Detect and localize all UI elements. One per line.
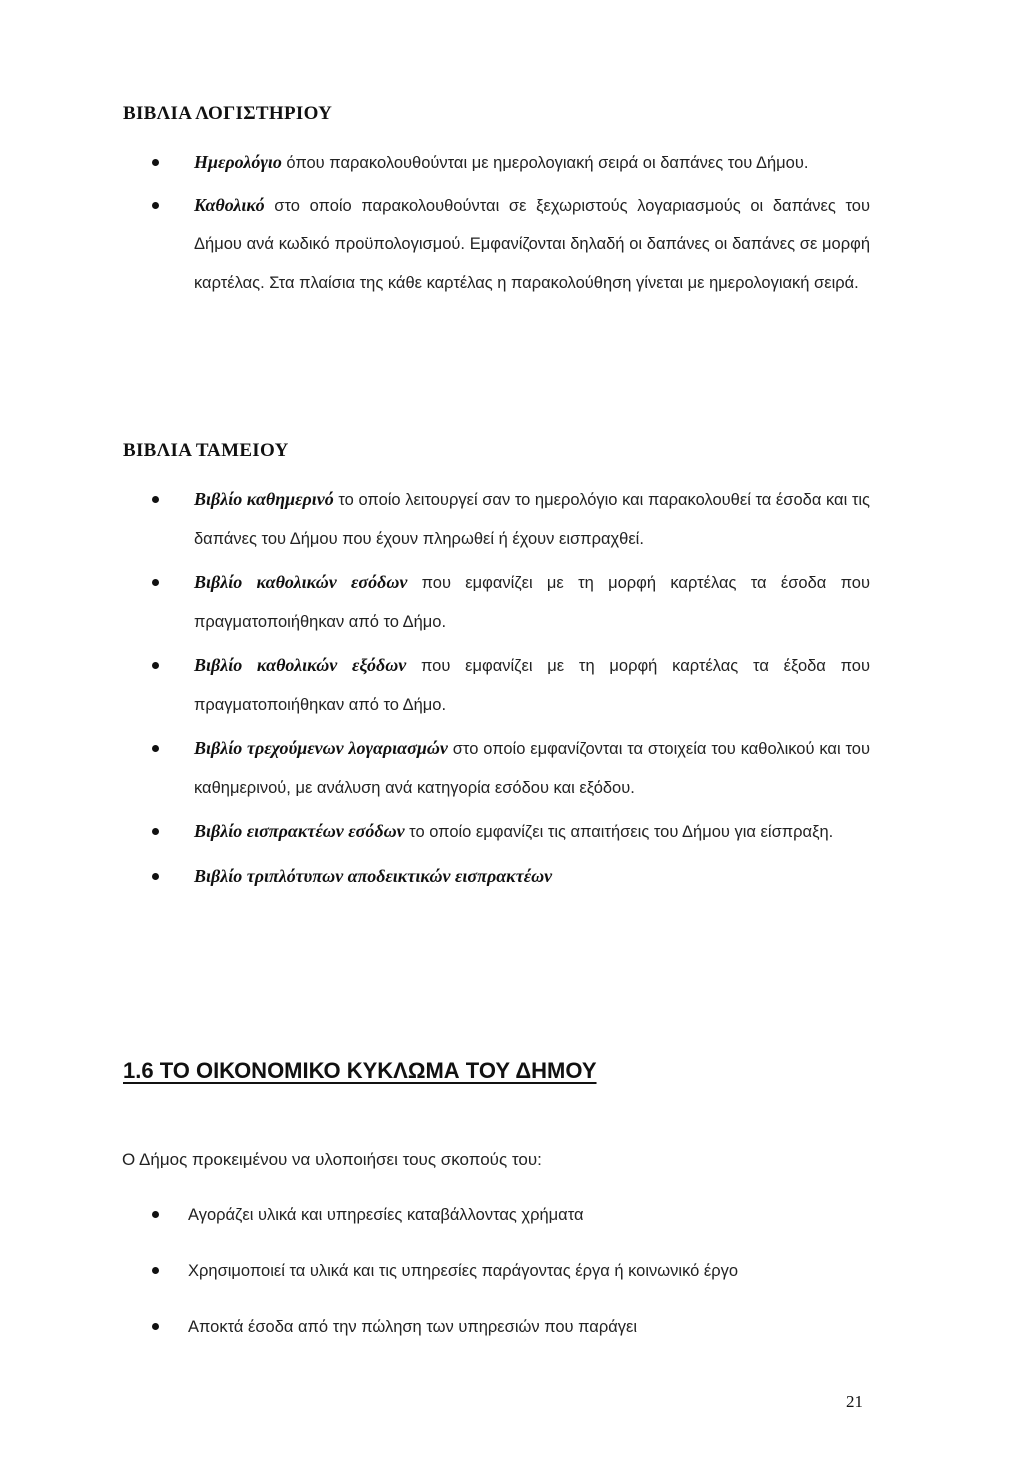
book-term: Καθολικό xyxy=(194,194,265,215)
municipality-activities-list xyxy=(152,1196,892,1358)
bullet-icon xyxy=(152,828,159,835)
chapter-intro: Ο Δήμος προκειμένου να υλοποιήσει τους σκοπούς του: xyxy=(122,1150,542,1169)
bullet-icon xyxy=(152,579,159,586)
book-description: που εμφανίζει με τη μορφή καρτέλας τα έσοδα που πραγματοποιήθηκαν από το Δήμο. xyxy=(194,574,870,631)
chapter-heading: 1.6 ΤΟ ΟΙΚΟΝΟΜΙΚΟ ΚΥΚΛΩΜΑ ΤΟΥ ΔΗΜΟΥ xyxy=(123,1058,597,1083)
bullet-icon xyxy=(152,745,159,752)
list-item xyxy=(152,646,870,724)
bullet-icon xyxy=(152,1211,159,1218)
activity-text: Αποκτά έσοδα από την πώληση των υπηρεσιών που παράγει xyxy=(188,1318,638,1336)
book-term: Βιβλίο καθημερινό xyxy=(194,489,334,509)
book-term: Βιβλίο τριπλότυπων αποδεικτικών εισπρακτέων xyxy=(194,865,553,886)
list-item xyxy=(152,563,870,641)
list-item xyxy=(152,1196,892,1246)
list-item xyxy=(152,186,870,303)
activity-text: Χρησιμοποιεί τα υλικά και τις υπηρεσίες παράγοντας έργα ή κοινωνικό έργο xyxy=(188,1262,739,1280)
book-description: στο οποίο παρακολουθούνται σε ξεχωριστούς λογαριασμούς οι δαπάνες του Δήμου ανά κωδικό προϋπολογισμού. Εμφανίζονται δηλαδή οι δαπάνες οι δαπάνες σε μορφή καρτέλας. Στα πλαίσια της κάθε καρτέλας η παρακολούθηση γίνεται με ημερολογιακή σειρά. xyxy=(194,196,870,292)
list-item xyxy=(152,143,870,183)
bullet-icon xyxy=(152,202,159,209)
book-description: το οποίο εμφανίζει τις απαιτήσεις του Δήμου για είσπραξη. xyxy=(404,823,834,841)
bullet-icon xyxy=(152,159,159,166)
book-term: Βιβλίο καθολικών εσόδων xyxy=(194,572,408,592)
list-item xyxy=(152,480,870,558)
book-description: που εμφανίζει με τη μορφή καρτέλας τα έξοδα που πραγματοποιήθηκαν από το Δήμο. xyxy=(194,657,870,714)
book-term: Βιβλίο καθολικών εξόδων xyxy=(194,655,407,675)
section-title-accounting: ΒΙΒΛΙΑ ΛΟΓΙΣΤΗΡΙΟΥ xyxy=(123,103,333,124)
bullet-icon xyxy=(152,496,159,503)
treasury-books-list xyxy=(152,480,870,896)
page-number: 21 xyxy=(846,1392,863,1411)
book-term: Βιβλίο τρεχούμενων λογαριασμών xyxy=(194,738,448,758)
bullet-icon xyxy=(152,662,159,669)
list-item xyxy=(152,812,870,852)
book-description: το οποίο λειτουργεί σαν το ημερολόγιο και παρακολουθεί τα έσοδα και τις δαπάνες του Δήμου που έχουν πληρωθεί ή έχουν εισπραχθεί. xyxy=(194,491,870,548)
bullet-icon xyxy=(152,1323,159,1330)
bullet-icon xyxy=(152,1267,159,1274)
list-item xyxy=(152,857,870,897)
list-item xyxy=(152,729,870,807)
section-title-treasury: ΒΙΒΛΙΑ ΤΑΜΕΙΟΥ xyxy=(123,440,289,461)
book-description: όπου παρακολουθούνται με ημερολογιακή σειρά οι δαπάνες του Δήμου. xyxy=(281,154,809,172)
book-description: στο οποίο εμφανίζονται τα στοιχεία του καθολικού και του καθημερινού, με ανάλυση ανά κατηγορία εσόδου και εξόδου. xyxy=(194,740,870,797)
activity-text: Αγοράζει υλικά και υπηρεσίες καταβάλλοντας χρήματα xyxy=(188,1206,584,1224)
book-term: Ημερολόγιο xyxy=(194,152,282,172)
book-term: Βιβλίο εισπρακτέων εσόδων xyxy=(194,821,405,841)
accounting-books-list xyxy=(152,143,870,302)
bullet-icon xyxy=(152,873,159,880)
list-item xyxy=(152,1252,892,1302)
list-item xyxy=(152,1308,892,1358)
